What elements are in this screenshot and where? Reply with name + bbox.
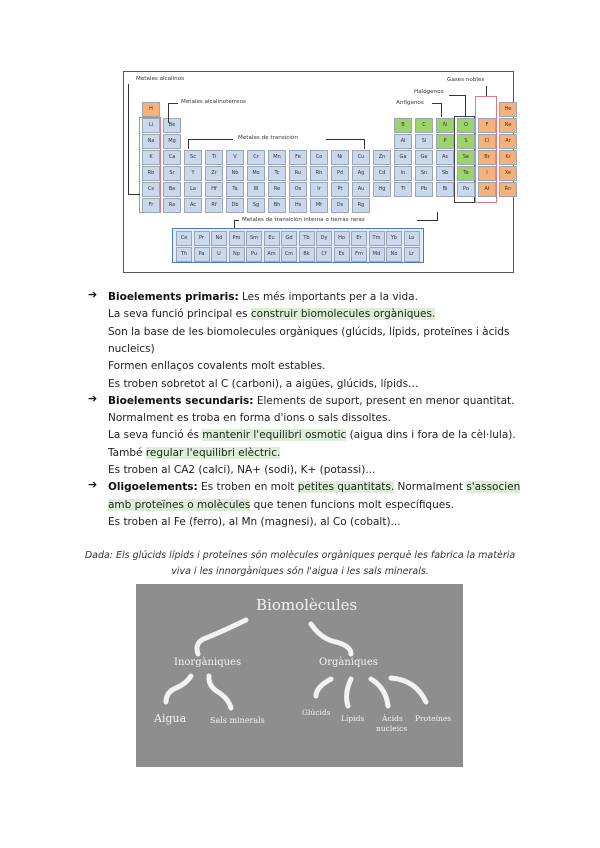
element-cell: Nb [226,166,244,181]
diagram-inorganic: Inorgàniques [174,657,242,668]
element-cell: Mt [310,198,328,213]
rare-earth-cell: No [386,247,402,262]
noble-gas-label: Gases nobles [447,77,485,83]
element-cell: Se [457,150,475,165]
element-cell: Sn [415,166,433,181]
element-cell: Ba [163,182,181,197]
element-cell: Tl [394,182,412,197]
element-cell: Os [289,182,307,197]
section-line: La seva funció és mantenir l'equilibri osmotic (aigua dins i fora de la cèl·lula). [108,429,516,442]
element-cell: Cr [247,150,265,165]
element-cell: Rg [352,198,370,213]
element-cell: Sr [163,166,181,181]
element-cell: Au [352,182,370,197]
element-cell: Sg [247,198,265,213]
element-cell: Xe [499,166,517,181]
element-cell: K [142,150,160,165]
element-cell: Y [184,166,202,181]
diagram-proteines: Proteïnes [415,714,452,723]
element-cell: Fr [142,198,160,213]
element-cell: Ta [226,182,244,197]
rare-earth-cell: Lr [404,247,420,262]
transition-label: Metales de transición [238,135,298,141]
element-cell: N [436,118,454,133]
element-cell: Si [415,134,433,149]
element-cell: Ds [331,198,349,213]
element-cell: P [436,134,454,149]
rare-earth-cell: Tm [369,231,385,246]
diagram-glucids: Glúcids [302,708,331,717]
element-cell: Rf [205,198,223,213]
element-cell: Ra [163,198,181,213]
element-cell: At [478,182,496,197]
element-cell: He [499,102,517,117]
branch-sals [209,676,231,708]
branch-left [197,620,246,654]
element-cell: C [415,118,433,133]
branch-glucids [316,679,331,696]
element-cell: Po [457,182,475,197]
diagram-aigua: Aigua [154,712,187,725]
diagram-acids-1: Àcids [382,714,403,723]
section-heading: Oligoelements: Es troben en molt petites quantitats. Normalment s'associen [108,481,521,494]
element-cell: Zn [373,150,391,165]
diagram-lipids: Lípids [341,714,365,723]
element-cell: Co [310,150,328,165]
diagram-root: Biomolècules [256,596,358,614]
element-cell: H [142,102,160,117]
element-cell: Kr [499,150,517,165]
element-cell: La [184,182,202,197]
element-cell: Ag [352,166,370,181]
rare-earth-cell: Sm [246,231,262,246]
element-cell: Mo [247,166,265,181]
element-cell: Zr [205,166,223,181]
element-cell: Ac [184,198,202,213]
element-cell: Rb [142,166,160,181]
element-cell: O [457,118,475,133]
element-cell: Rh [310,166,328,181]
element-cell: B [394,118,412,133]
element-cell: Cu [352,150,370,165]
bullet-arrow-icon: ➔ [88,478,98,492]
element-cell: I [478,166,496,181]
element-cell: Hg [373,182,391,197]
element-cell: Ge [415,150,433,165]
element-cell: Bi [436,182,454,197]
alkaline-earth-label: Metales alcalinotérreos [181,99,246,105]
rare-earth-cell: U [211,247,227,262]
rare-earth-cell: Fm [351,247,367,262]
element-cell: Be [163,118,181,133]
periodic-table-figure [123,71,514,273]
rare-earth-cell: Ce [176,231,192,246]
element-cell: Pt [331,182,349,197]
branch-right [311,624,351,654]
diagram-organic: Orgàniques [319,657,378,668]
section-line: Normalment es troba en forma d'ions o sals dissoltes. [108,412,391,425]
rare-earth-cell: Bk [299,247,315,262]
rare-earth-cell: Np [229,247,245,262]
element-cell: Cl [478,134,496,149]
rare-earth-cell: Pu [246,247,262,262]
rare-earth-cell: Cf [316,247,332,262]
section-heading: Bioelements secundaris: Elements de suport, present en menor quantitat. [108,394,515,407]
element-cell: Ni [331,150,349,165]
rare-earth-cell: Pm [229,231,245,246]
diagram-sals: Sals minerals [210,716,265,725]
element-cell: Cd [373,166,391,181]
section-line: Son la base de les biomolecules orgàniques (glúcids, lípids, proteïnes i àcids [108,325,510,338]
element-cell: Db [226,198,244,213]
section-line: amb proteïnes o molècules que tenen funcions molt específiques. [108,498,455,511]
section-line: nucleics) [108,342,155,355]
element-cell: Hf [205,182,223,197]
element-cell: Mg [163,134,181,149]
rare-earth-cell: Eu [264,231,280,246]
rare-earth-cell: Am [264,247,280,262]
halogen-label: Halógenos [414,89,444,95]
element-cell: Mn [268,150,286,165]
branch-lipids [347,679,351,706]
inner-transition-label: Metales de transición interna o tierras raras [242,217,365,223]
section-line: Es troben al Fe (ferro), al Mn (magnesi), al Co (cobalt)... [108,515,401,528]
section-line: També regular l'equilibri elèctric. [108,446,281,459]
section-line: Es troben sobretot al C (carboni), a aigües, glúcids, lípids… [108,377,419,390]
element-cell: W [247,182,265,197]
bullet-arrow-icon: ➔ [88,391,98,405]
element-cell: Li [142,118,160,133]
element-cell: Sb [436,166,454,181]
branch-aigua [166,676,191,702]
rare-earth-cell: Md [369,247,385,262]
diagram-acids-2: nucleics [376,724,408,733]
element-cell: S [457,134,475,149]
branch-proteines [391,678,426,702]
rare-earth-cell: Th [176,247,192,262]
rare-earth-cell: Ho [334,231,350,246]
rare-earth-cell: Pa [194,247,210,262]
rare-earth-cell: Gd [281,231,297,246]
element-cell: Ti [205,150,223,165]
rare-earth-cell: Lu [404,231,420,246]
element-cell: Fe [289,150,307,165]
rare-earth-cell: Dy [316,231,332,246]
biomolecules-diagram [136,584,463,767]
caption-line-1: Dada: Els glúcids lípids i proteïnes són molècules orgàniques perquè les fabrica la matèria [84,550,516,561]
element-cell: Ga [394,150,412,165]
element-cell: Ar [499,134,517,149]
element-cell: Br [478,150,496,165]
section-heading: Bioelements primaris: Les més importants per a la vida. [108,291,418,303]
element-cell: Cs [142,182,160,197]
chalcogen-label: Anfígenos [396,100,424,106]
rare-earth-cell: Pr [194,231,210,246]
element-cell: Ne [499,118,517,133]
branch-acids [371,679,388,706]
element-cell: Rn [499,182,517,197]
section-line: Es troben al CA2 (calci), NA+ (sodi), K+ (potassi)... [108,464,376,476]
rare-earth-cell: Tb [299,231,315,246]
element-cell: Pb [415,182,433,197]
alkali-label: Metales alcalinos [136,76,185,82]
element-cell: F [478,118,496,133]
bullet-arrow-icon: ➔ [88,288,98,301]
element-cell: Ir [310,182,328,197]
section-line: Formen enllaços covalents molt estables. [108,360,326,373]
element-cell: Te [457,166,475,181]
rare-earth-cell: Cm [281,247,297,262]
section-line: La seva funció principal es construir biomolecules orgàniques. [108,308,436,321]
element-cell: In [394,166,412,181]
element-cell: Hs [289,198,307,213]
element-cell: As [436,150,454,165]
element-cell: Re [268,182,286,197]
rare-earth-cell: Es [334,247,350,262]
element-cell: Pd [331,166,349,181]
rare-earth-cell: Nd [211,231,227,246]
element-cell: Ru [289,166,307,181]
rare-earth-cell: Er [351,231,367,246]
element-cell: Na [142,134,160,149]
element-cell: Bh [268,198,286,213]
element-cell: Tc [268,166,286,181]
caption-line-2: viva i les innorgàniques són l'aigua i les sals minerals. [171,566,429,577]
element-cell: Sc [184,150,202,165]
element-cell: Al [394,134,412,149]
element-cell: Ca [163,150,181,165]
rare-earth-cell: Yb [386,231,402,246]
element-cell: V [226,150,244,165]
